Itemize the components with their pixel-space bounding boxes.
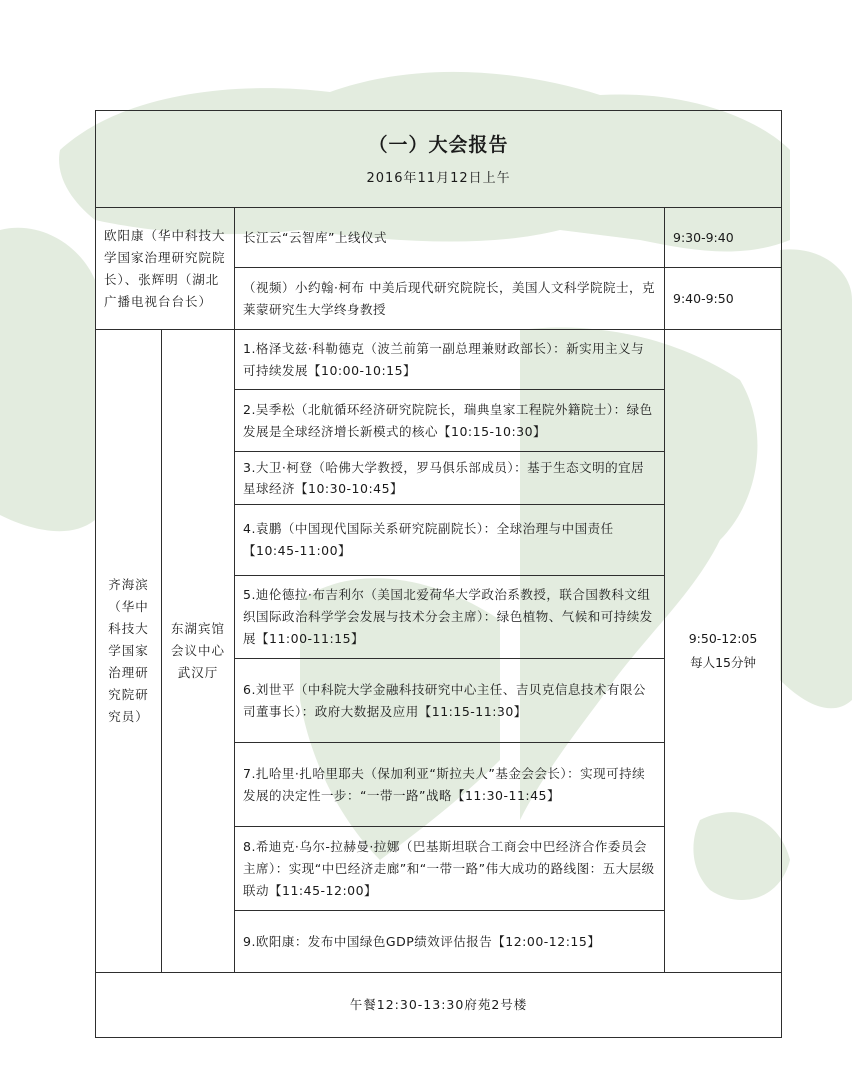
talk-item: 9.欧阳康：发布中国绿色GDP绩效评估报告【12:00-12:15】 (235, 911, 665, 973)
opening-time: 9:30-9:40 (665, 208, 782, 268)
venue-cell: 东湖宾馆会议中心武汉厅 (162, 330, 235, 973)
session-time-note: 每人15分钟 (690, 655, 756, 670)
talk-item: 4.袁鹏（中国现代国际关系研究院副院长）：全球治理与中国责任【10:45-11:00】 (235, 505, 665, 576)
keynote-time: 9:40-9:50 (665, 268, 782, 330)
opening-row (96, 208, 782, 268)
page-title: （一）大会报告 (368, 134, 509, 156)
header-row (96, 111, 782, 208)
footer-row (96, 973, 782, 1038)
schedule-sheet (95, 110, 781, 1036)
footer-note: 午餐12:30-13:30府苑2号楼 (96, 973, 782, 1038)
session-date: 2016年11月12日上午 (366, 171, 511, 186)
talk-item: 7.扎哈里·扎哈里耶夫（保加利亚“斯拉夫人”基金会会长）：实现可持续发展的决定性一步：“一带一路”战略【11:30-11:45】 (235, 743, 665, 827)
map-continent-left (0, 228, 95, 531)
host-cell: 欧阳康（华中科技大学国家治理研究院院长）、张辉明（湖北广播电视台台长） (96, 208, 235, 330)
talk-item: 2.吴季松（北航循环经济研究院院长，瑞典皇家工程院外籍院士）：绿色发展是全球经济增长新模式的核心【10:15-10:30】 (235, 390, 665, 452)
talk-item: 1.格泽戈兹·科勒德克（波兰前第一副总理兼财政部长）：新实用主义与可持续发展【10:00-10:15】 (235, 330, 665, 390)
opening-content: 长江云“云智库”上线仪式 (235, 208, 665, 268)
talk-item: 5.迪伦德拉·布吉利尔（美国北爱荷华大学政治系教授，联合国教科文组织国际政治科学学会发展与技术分会主席）：绿色植物、气候和可持续发展【11:00-11:15】 (235, 576, 665, 659)
schedule-table (95, 110, 782, 1038)
header-cell (96, 111, 782, 208)
talk-item: 6.刘世平（中科院大学金融科技研究中心主任、吉贝克信息技术有限公司董事长）：政府大数据及应用【11:15-11:30】 (235, 659, 665, 743)
chair-cell: 齐海滨（华中科技大学国家治理研究院研究员） (96, 330, 162, 973)
keynote-content: （视频）小约翰·柯布 中美后现代研究院院长，美国人文科学院院士，克莱蒙研究生大学终身教授 (235, 268, 665, 330)
talk-item: 3.大卫·柯登（哈佛大学教授，罗马俱乐部成员）：基于生态文明的宜居星球经济【10:30-10:45】 (235, 452, 665, 505)
map-continent-right (780, 249, 852, 708)
session-time-range: 9:50-12:05 (688, 631, 758, 646)
session-time-cell (665, 330, 782, 973)
talk-row (96, 330, 782, 390)
talk-item: 8.希迪克·乌尔-拉赫曼·拉娜（巴基斯坦联合工商会中巴经济合作委员会主席）：实现“中巴经济走廊”和“一带一路”伟大成功的路线图：五大层级联动【11:45-12:00】 (235, 827, 665, 911)
